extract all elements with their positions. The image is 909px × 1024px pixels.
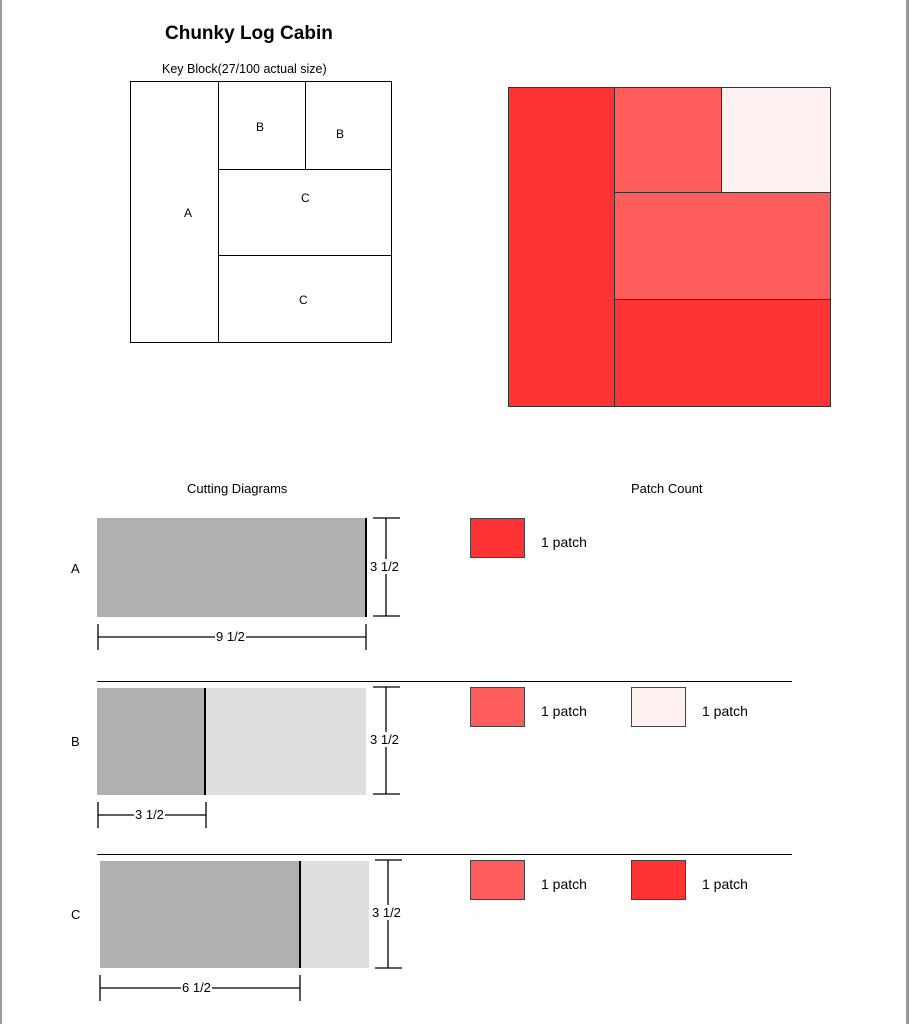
- patch-count-a-1: 1 patch: [541, 534, 587, 550]
- patch-swatch-c-1: [470, 860, 525, 900]
- patch-count-heading: Patch Count: [631, 481, 703, 496]
- patch-count-c-1: 1 patch: [541, 876, 587, 892]
- patch-count-b-1: 1 patch: [541, 703, 587, 719]
- height-label-c: 3 1/2: [372, 905, 401, 920]
- page-title: Chunky Log Cabin: [165, 23, 333, 44]
- cutting-diagrams-heading: Cutting Diagrams: [187, 481, 288, 496]
- key-label-a: A: [184, 206, 193, 220]
- key-label-c1: C: [301, 191, 310, 205]
- key-label-c2: C: [299, 293, 308, 307]
- row-label-a: A: [71, 561, 80, 576]
- key-label-b2: B: [336, 127, 345, 141]
- width-label-c: 6 1/2: [182, 980, 211, 995]
- patch-count-b-2: 1 patch: [702, 703, 748, 719]
- patch-count-c-2: 1 patch: [702, 876, 748, 892]
- patch-swatch-c-2: [631, 860, 686, 900]
- row-label-c: C: [71, 907, 81, 922]
- patch-swatch-b-2: [631, 687, 686, 727]
- height-label-b: 3 1/2: [370, 732, 399, 747]
- key-block-subtitle: Key Block(27/100 actual size): [162, 62, 327, 76]
- row-label-b: B: [71, 734, 80, 749]
- key-label-b1: B: [256, 120, 265, 134]
- height-label-a: 3 1/2: [370, 559, 399, 574]
- patch-swatch-a-1: [470, 518, 525, 558]
- width-label-b: 3 1/2: [135, 807, 164, 822]
- patch-swatch-b-1: [470, 687, 525, 727]
- width-label-a: 9 1/2: [216, 629, 245, 644]
